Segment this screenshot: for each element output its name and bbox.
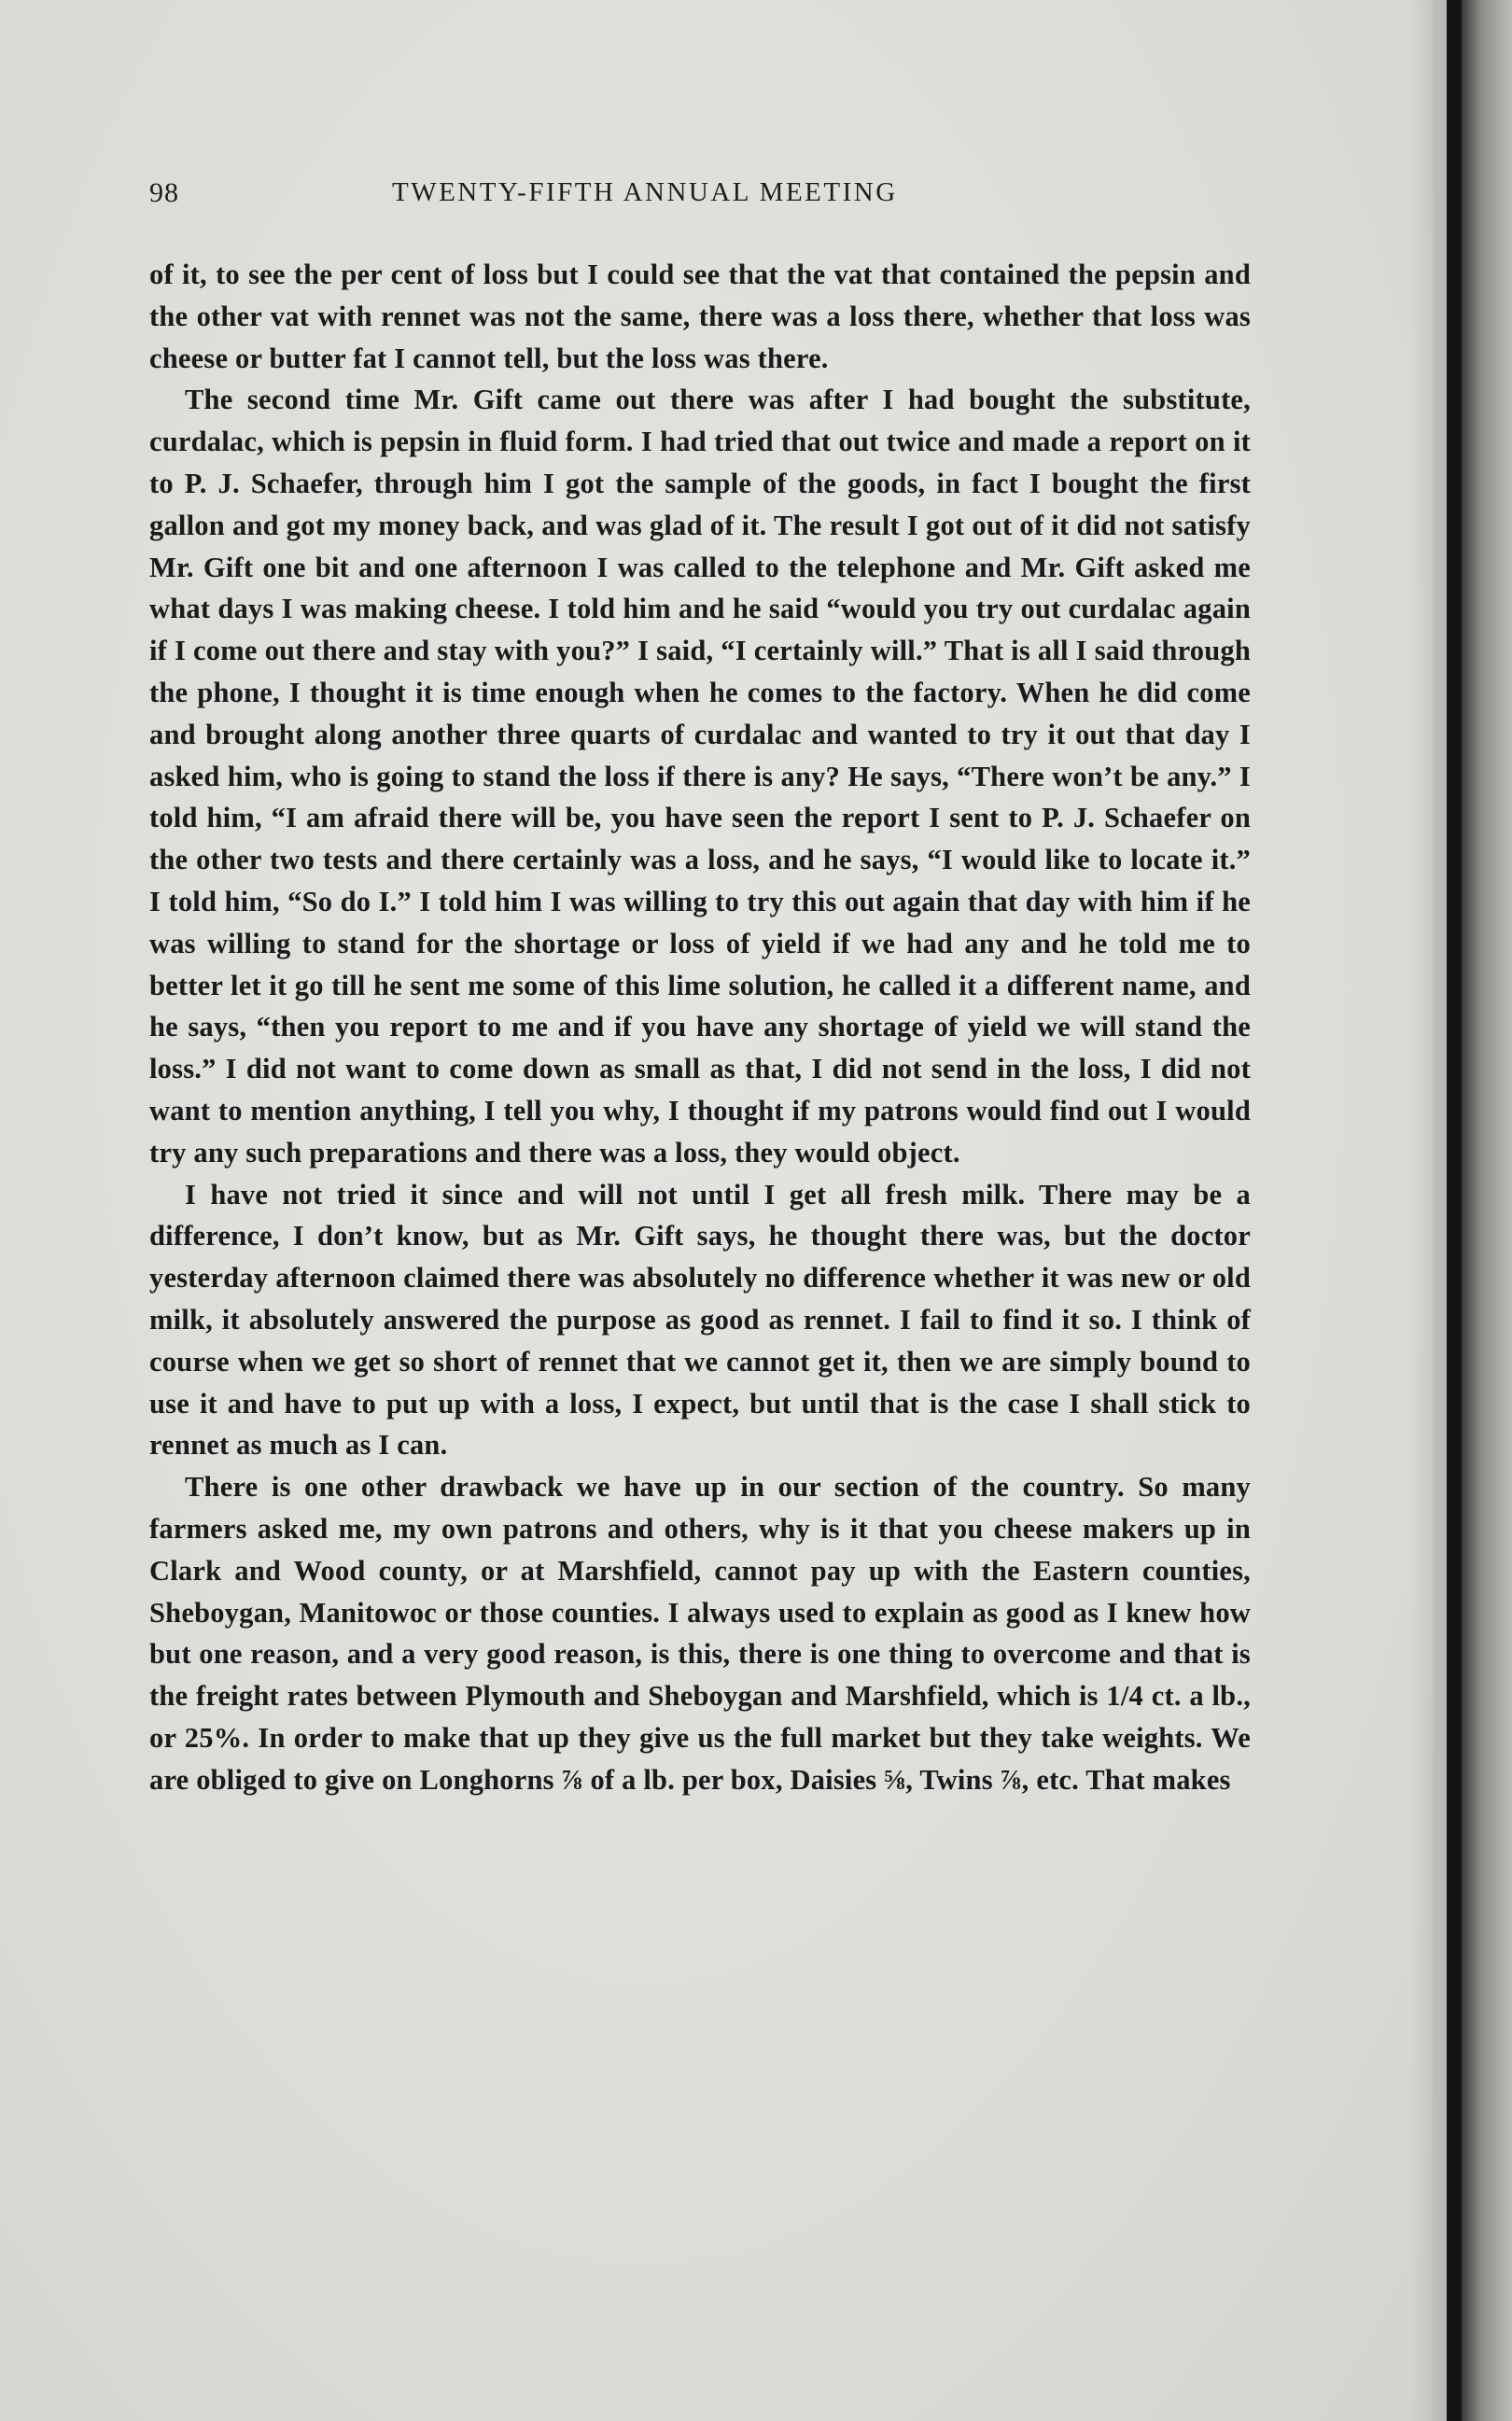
running-title: TWENTY-FIFTH ANNUAL MEETING (392, 177, 898, 207)
paragraph-3: I have not tried it since and will not until I get all fresh milk. There may be a difference, I don’t know, but as Mr. Gift says, he thought there was, but the doctor yesterday afternoon claimed there was absolutely no difference whether it was new or old milk, it absolutely answered the purpose as good as rennet. I fail to find it so. I think of course when we get so short of rennet that we cannot get it, then we are simply bound to use it and have to put up with a loss, I expect, but until that is the case I shall stick to rennet as much as I can. (149, 1178, 1251, 1462)
page-edge (1462, 0, 1512, 2421)
paragraph-1: of it, to see the per cent of loss but I could see that the vat that contained the pepsin and the other vat with rennet was not the same, there was a loss there, whether that loss was cheese or butter fat I cannot tell, but the loss was there. (149, 259, 1251, 374)
page-header (149, 177, 1251, 215)
body-text (149, 254, 1251, 1800)
gutter-shadow (1409, 0, 1447, 2421)
paragraph-2: The second time Mr. Gift came out there was after I had bought the substitute, curdalac, which is pepsin in fluid form. I had tried that out twice and made a report on it to P. J. Schaefer, through him I got the sample of the goods, in fact I bought the first gallon and got my money back, and was glad of it. The result I got out of it did not satisfy Mr. Gift one bit and one afternoon I was called to the telephone and Mr. Gift asked me what days I was making cheese. I told him and he said “would you try out curdalac again if I come out there and stay with you?” I said, “I certainly will.” That is all I said through the phone, I thought it is time enough when he comes to the factory. When he did come and brought along another three quarts of curdalac and wanted to try it out that day I asked him, who is going to stand the loss if there is any? He says, “There won’t be any.” I told him, “I am afraid there will be, you have seen the report I sent to P. J. Schaefer on the other two tests and there certainly was a loss, and he says, “I would like to locate it.” I told him, “So do I.” I told him I was willing to try this out again that day with him if he was willing to stand for the shortage or loss of yield if we had any and he told me to better let it go till he sent me some of this lime solution, he called it a different name, and he says, “then you report to me and if you have any shortage of yield we will stand the loss.” I did not want to come down as small as that, I did not send in the loss, I did not want to mention anything, I tell you why, I thought if my patrons would find out I would try any such preparations and there was a loss, they would object. (149, 384, 1251, 1169)
book-spine (1447, 0, 1462, 2421)
paragraph-4: There is one other drawback we have up in our section of the country. So many farmers asked me, my own patrons and others, why is it that you cheese makers up in Clark and Wood county, or at Marshfield, cannot pay up with the Eastern counties, Sheboygan, Manitowoc or those counties. I always used to explain as good as I knew how but one reason, and a very good reason, is this, there is one thing to overcome and that is the freight rates between Plymouth and Sheboygan and Marshfield, which is 1/4 ct. a lb., or 25%. In order to make that up they give us the full market but they take weights. We are obliged to give on Longhorns ⅞ of a lb. per box, Daisies ⅝, Twins ⅞, etc. That makes (149, 1471, 1251, 1796)
page-number: 98 (149, 177, 179, 208)
